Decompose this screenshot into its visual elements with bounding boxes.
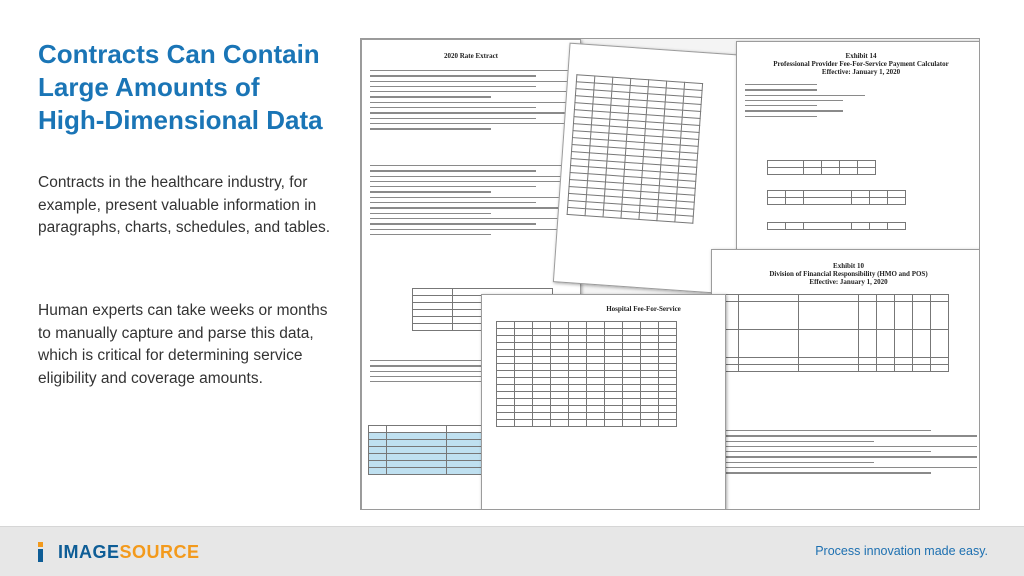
logo-wordmark	[58, 542, 200, 563]
modifier-table	[767, 160, 876, 175]
hospital-ffs-document	[481, 294, 726, 510]
logo-text-source: SOURCE	[119, 541, 200, 562]
imagesource-logo-icon	[38, 542, 52, 562]
slide-title: Contracts Can Contain Large Amounts of High-Dimensional Data	[38, 39, 323, 135]
text-lines	[370, 165, 572, 239]
paragraph-human-experts: Human experts can take weeks or months to manually capture and parse this data, which is critical for determining service eligibility and coverage amounts.	[38, 302, 328, 387]
text-lines	[745, 84, 865, 121]
rate-extract-title: 2020 Rate Extract	[443, 52, 499, 60]
gpci-table	[767, 190, 906, 205]
footer-bar	[0, 526, 1024, 576]
text-lines	[720, 430, 977, 478]
paragraph-healthcare: Contracts in the healthcare industry, for example, present valuable information in paragraphs, charts, schedules, and tables.	[38, 174, 331, 236]
financial-responsibility-document	[711, 249, 980, 510]
logo-text-image: IMAGE	[58, 541, 120, 562]
financial-responsibility-title: Exhibit 10 Division of Financial Responsibility (HMO and POS) Effective: January 1, 2020	[769, 262, 928, 286]
payment-calculator-title: Exhibit 14 Professional Provider Fee-For-Service Payment Calculator Effective: January 1, 2020	[773, 52, 949, 76]
hospital-ffs-title: Hospital Fee-For-Service	[606, 305, 681, 313]
rbrvs-table	[767, 222, 906, 230]
tagline: Process innovation made easy.	[815, 544, 988, 558]
imagesource-logo	[38, 541, 200, 563]
contract-documents-collage	[360, 38, 980, 510]
ffs-rates-table	[567, 74, 704, 224]
text-lines	[370, 70, 572, 134]
hospital-ffs-table	[496, 321, 677, 427]
responsibility-table	[720, 294, 949, 372]
